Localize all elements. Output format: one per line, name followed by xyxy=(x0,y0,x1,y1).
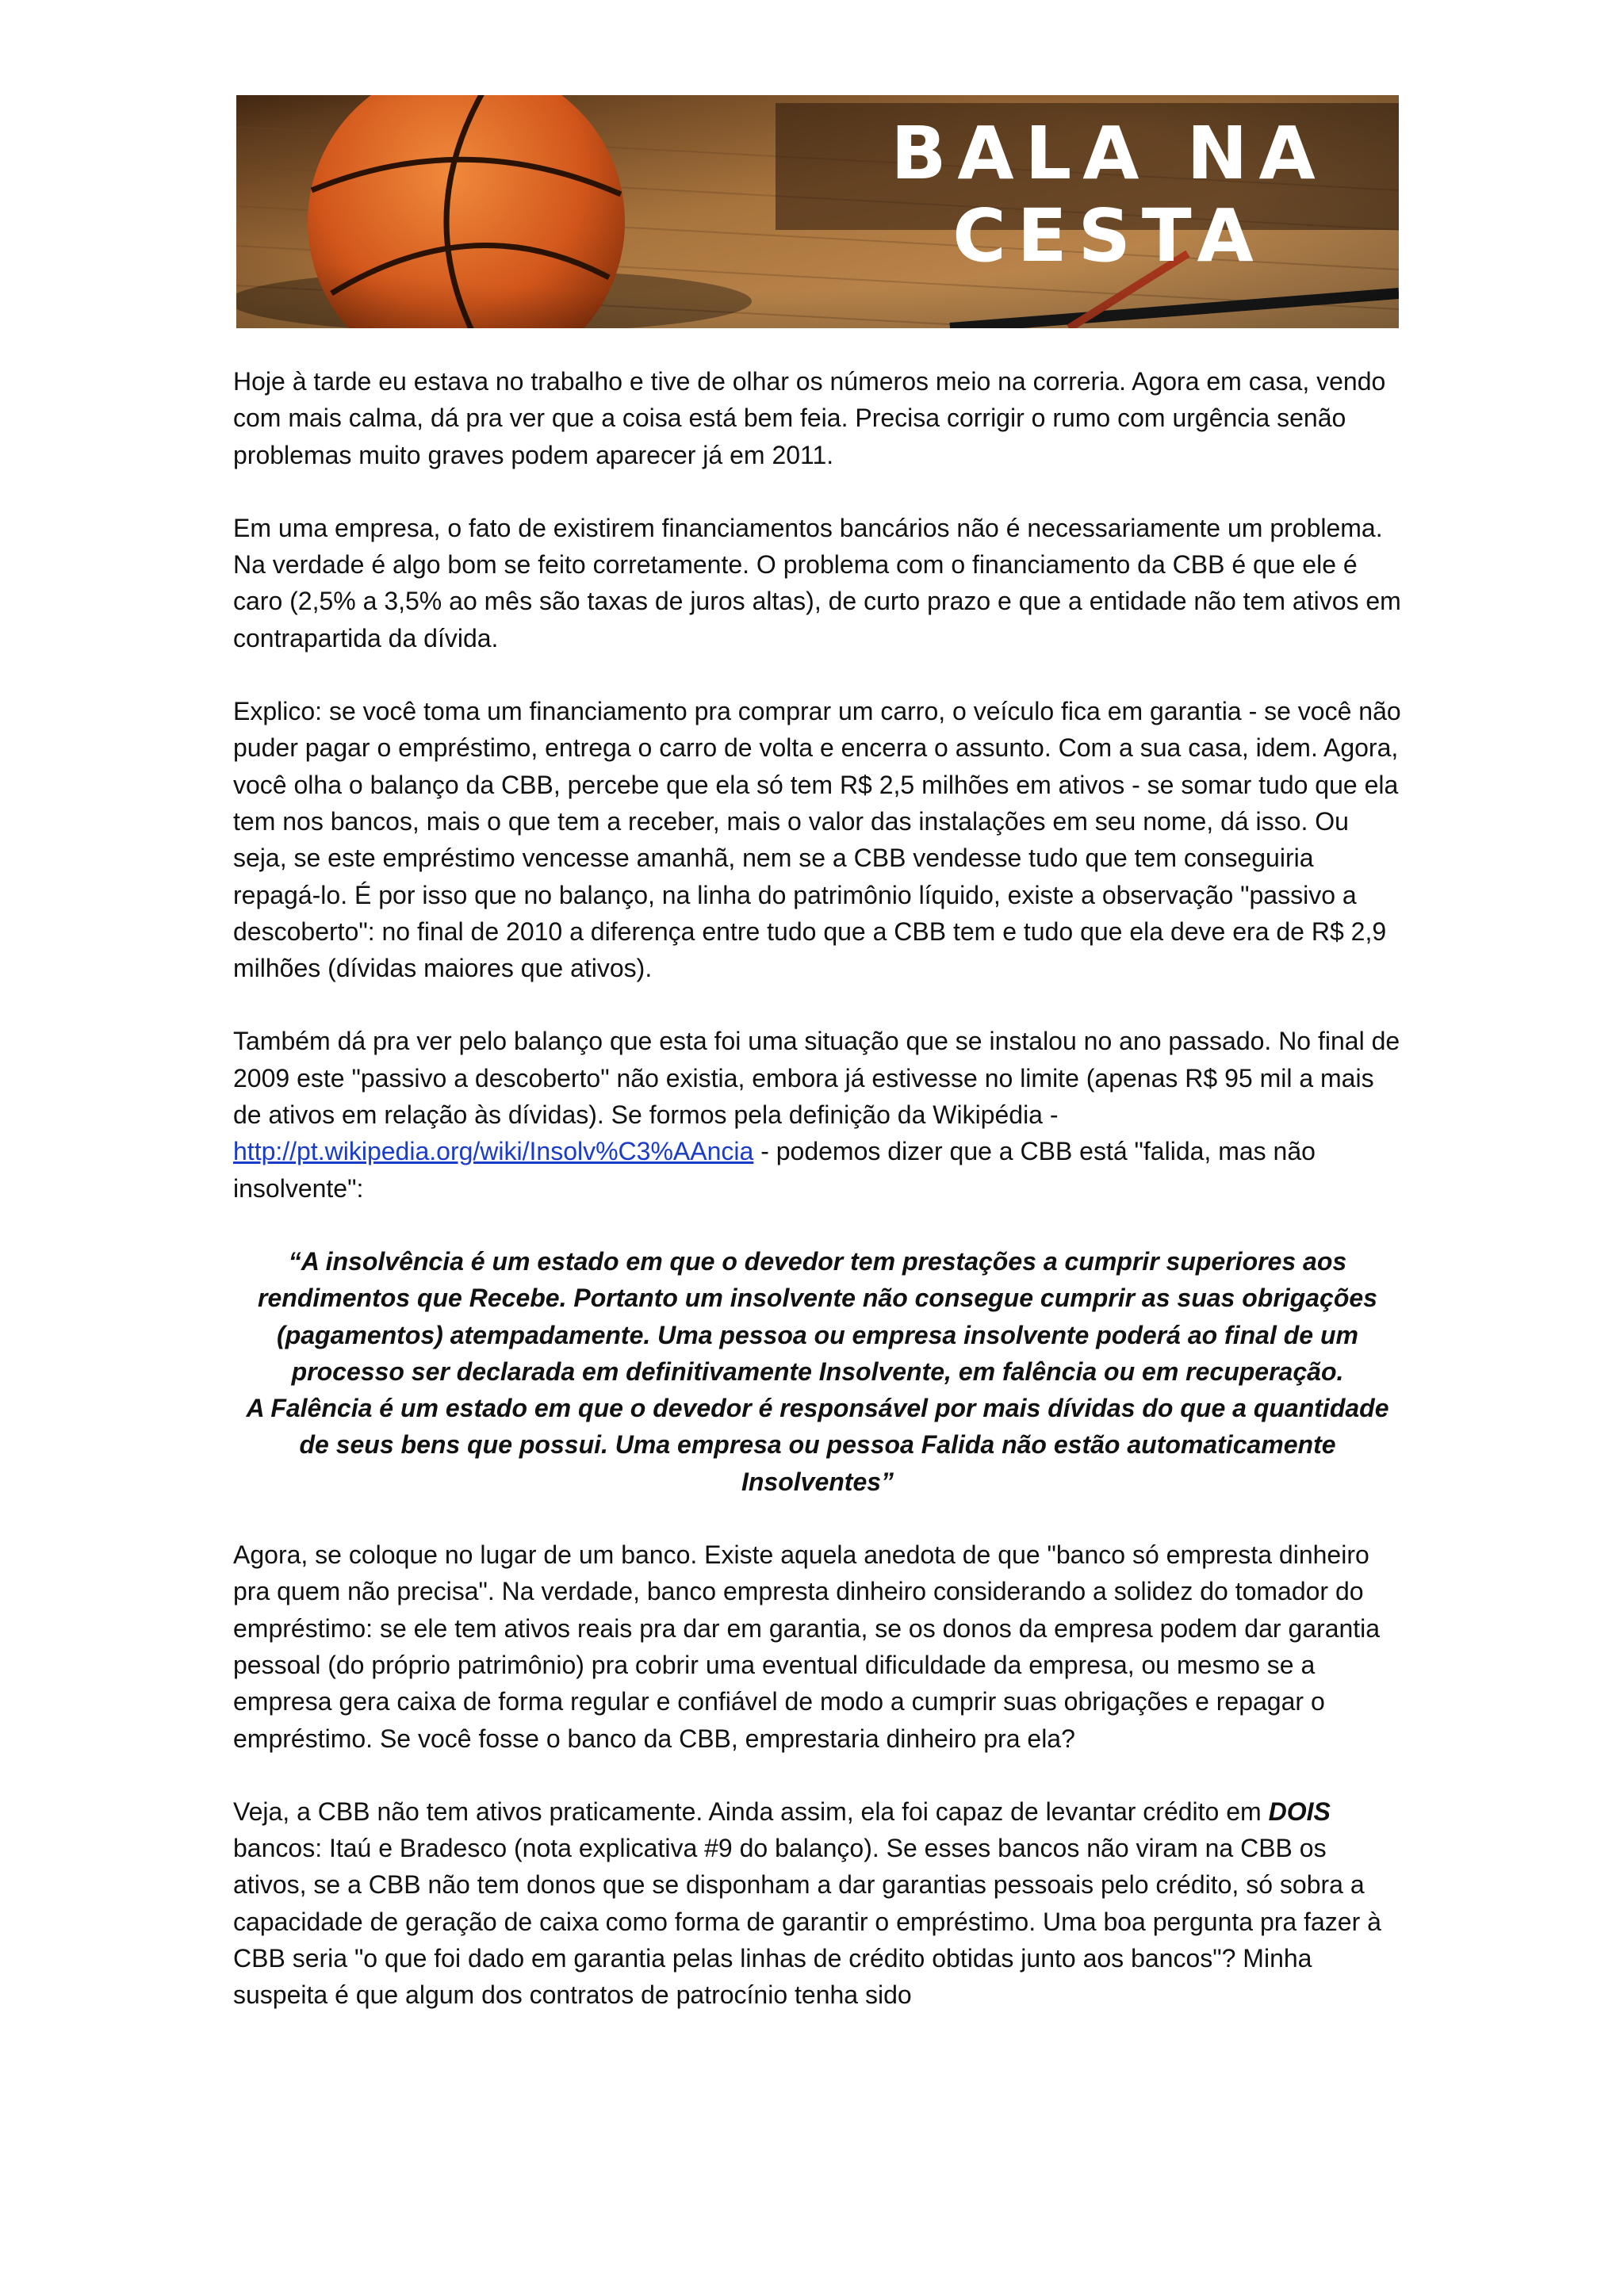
article-body xyxy=(233,363,1402,2050)
paragraph-1: Hoje à tarde eu estava no trabalho e tive de olhar os números meio na correria. Agora em casa, vendo com mais calma, dá pra ver que a coisa está bem feia. Precisa corrigir o rumo com urgência senão problemas muito graves podem aparecer já em 2011. xyxy=(233,367,1386,469)
paragraph-5: Agora, se coloque no lugar de um banco. Existe aquela anedota de que "banco só empresta dinheiro pra quem não precisa". Na verdade, banco empresta dinheiro considerando a solidez do tomador do empréstimo: se ele tem ativos reais pra dar em garantia, se os donos da empresa podem dar garantia pessoal (do próprio patrimônio) pra cobrir uma eventual dificuldade da empresa, ou mesmo se a empresa gera caixa de forma regular e confiável de modo a cumprir suas obrigações e repagar o empréstimo. Se você fosse o banco da CBB, emprestaria dinheiro pra ela? xyxy=(233,1540,1381,1753)
paragraph-6-text-before: Veja, a CBB não tem ativos praticamente. Ainda assim, ela foi capaz de levantar crédito em xyxy=(233,1797,1269,1826)
banner-title-line-2: CESTA xyxy=(952,193,1265,278)
banner-title xyxy=(807,113,1399,277)
paragraph-2: Em uma empresa, o fato de existirem financiamentos bancários não é necessariamente um problema. Na verdade é algo bom se feito corretamente. O problema com o financiamento da CBB é que ele é caro (2,5% a 3,5% ao mês são taxas de juros altas), de curto prazo e que a entidade não tem ativos em contrapartida da dívida. xyxy=(233,513,1401,652)
header-banner xyxy=(236,95,1399,328)
wikipedia-link[interactable]: http://pt.wikipedia.org/wiki/Insolv%C3%AAncia xyxy=(233,1137,754,1166)
paragraph-6-text-after: bancos: Itaú e Bradesco (nota explicativa #9 do balanço). Se esses bancos não viram na CBB os ativos, se a CBB não tem donos que se disponham a dar garantias pessoais pelo crédito, só sobra a capacidade de geração de caixa como forma de garantir o empréstimo. Uma boa pergunta pra fazer à CBB seria "o que foi dado em garantia pelas linhas de crédito obtidas junto aos bancos"? Minha suspeita é que algum dos contratos de patrocínio tenha sido xyxy=(233,1834,1381,2010)
paragraph-4-text-after: - podemos dizer que a CBB está "falida, mas não insolvente": xyxy=(233,1137,1316,1203)
quote-part-1: “A insolvência é um estado em que o devedor tem prestações a cumprir superiores aos rendimentos que Recebe. Portanto um insolvente não consegue cumprir as suas obrigações (pagamentos) atempadamente. Uma pessoa ou empresa insolvente poderá ao final de um processo ser declarada em definitivamente Insolvente, em falência ou em recuperação. xyxy=(258,1246,1377,1386)
paragraph-3: Explico: se você toma um financiamento pra comprar um carro, o veículo fica em garantia - se você não puder pagar o empréstimo, entrega o carro de volta e encerra o assunto. Com a sua casa, idem. Agora, você olha o balanço da CBB, percebe que ela só tem R$ 2,5 milhões em ativos - se somar tudo que ela tem nos bancos, mais o que tem a receber, mais o valor das instalações em seu nome, dá isso. Ou seja, se este empréstimo vencesse amanhã, nem se a CBB vendesse tudo que tem conseguiria repagá-lo. É por isso que no balanço, na linha do patrimônio líquido, existe a observação "passivo a descoberto": no final de 2010 a diferença entre tudo que a CBB tem e tudo que ela deve era de R$ 2,9 milhões (dívidas maiores que ativos). xyxy=(233,697,1401,983)
emphasis-dois: DOIS xyxy=(1268,1797,1331,1826)
banner-title-line-1: BALA NA xyxy=(891,111,1327,196)
paragraph-6 xyxy=(233,1793,1402,2014)
paragraph-4 xyxy=(233,1023,1402,1206)
block-quote xyxy=(233,1243,1402,1500)
quote-part-2: A Falência é um estado em que o devedor é responsável por mais dívidas do que a quantidade de seus bens que possui. Uma empresa ou pessoa Falida não estão automaticamente Insolventes” xyxy=(246,1394,1389,1496)
paragraph-4-text-before: Também dá pra ver pelo balanço que esta foi uma situação que se instalou no ano passado. No final de 2009 este "passivo a descoberto" não existia, embora já estivesse no limite (apenas R$ 95 mil a mais de ativos em relação às dívidas). Se formos pela definição da Wikipédia - xyxy=(233,1027,1400,1130)
